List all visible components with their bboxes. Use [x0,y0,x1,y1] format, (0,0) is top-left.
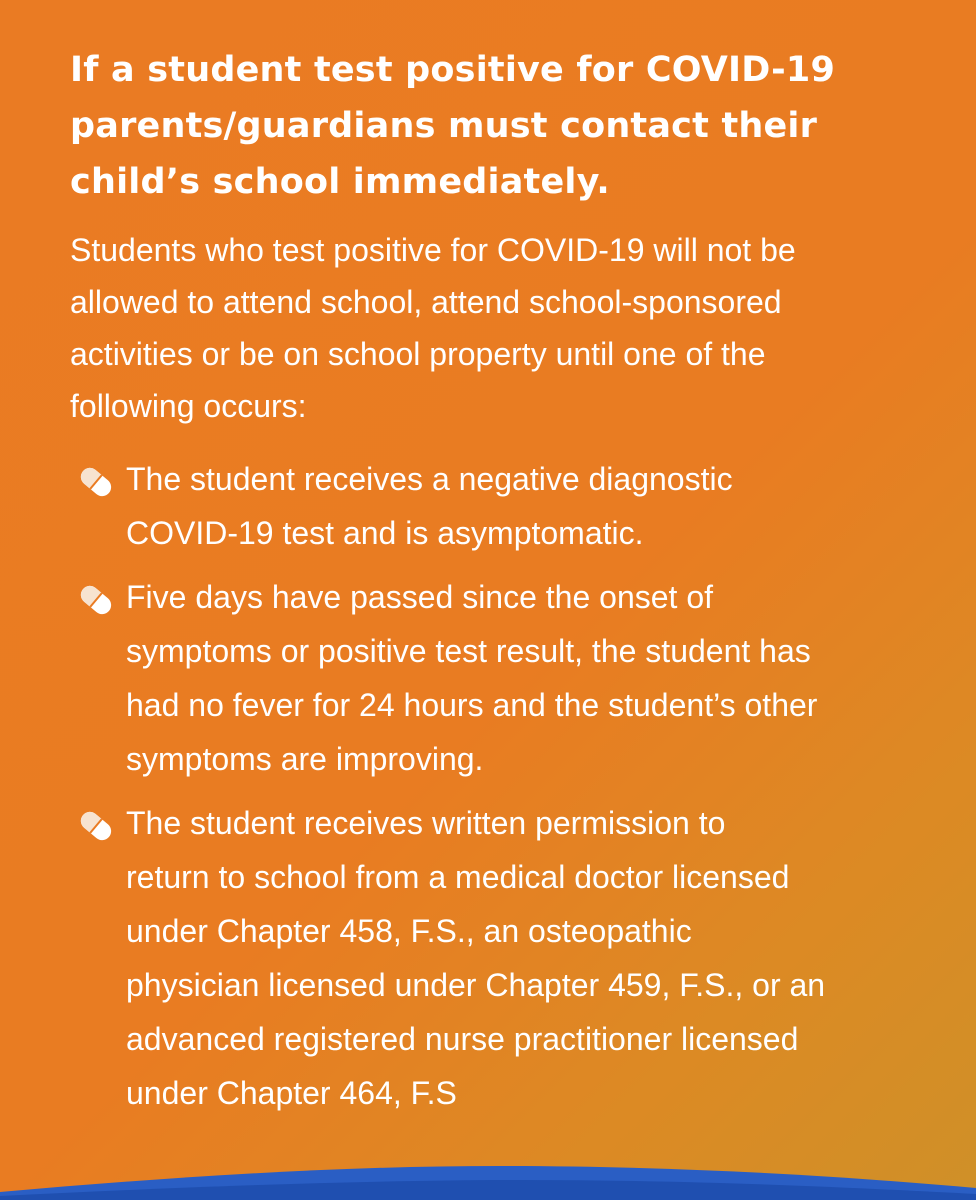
bottom-wave-decoration [0,1140,976,1200]
condition-line: The student receives written permission to [126,805,726,841]
intro-line: Students who test positive for COVID-19 will not be [70,232,796,268]
intro-line: following occurs: [70,388,307,424]
condition-line: physician licensed under Chapter 459, F.S., or an [126,967,826,1003]
headline-line: parents/guardians must contact their [70,106,818,146]
condition-line: return to school from a medical doctor licensed [126,859,790,895]
condition-item [70,796,950,1120]
conditions-list [70,452,950,1120]
intro-line: allowed to attend school, attend school-sponsored [70,284,782,320]
headline-line: If a student test positive for COVID-19 [70,50,836,90]
condition-item [70,570,950,786]
pill-icon [74,578,118,622]
condition-line: COVID-19 test and is asymptomatic. [126,515,644,551]
condition-line: advanced registered nurse practitioner licensed [126,1021,799,1057]
condition-line: had no fever for 24 hours and the student’s other [126,687,818,723]
condition-line: symptoms are improving. [126,741,484,777]
intro-paragraph [70,224,950,432]
headline-line: child’s school immediately. [70,162,610,202]
condition-line: The student receives a negative diagnostic [126,461,733,497]
flyer-content [70,42,950,1130]
pill-icon [74,460,118,504]
condition-line: Five days have passed since the onset of [126,579,714,615]
condition-line: under Chapter 464, F.S [126,1075,457,1111]
headline [70,42,950,210]
intro-line: activities or be on school property until one of the [70,336,766,372]
condition-line: symptoms or positive test result, the student has [126,633,811,669]
condition-line: under Chapter 458, F.S., an osteopathic [126,913,692,949]
condition-item [70,452,950,560]
pill-icon [74,804,118,848]
